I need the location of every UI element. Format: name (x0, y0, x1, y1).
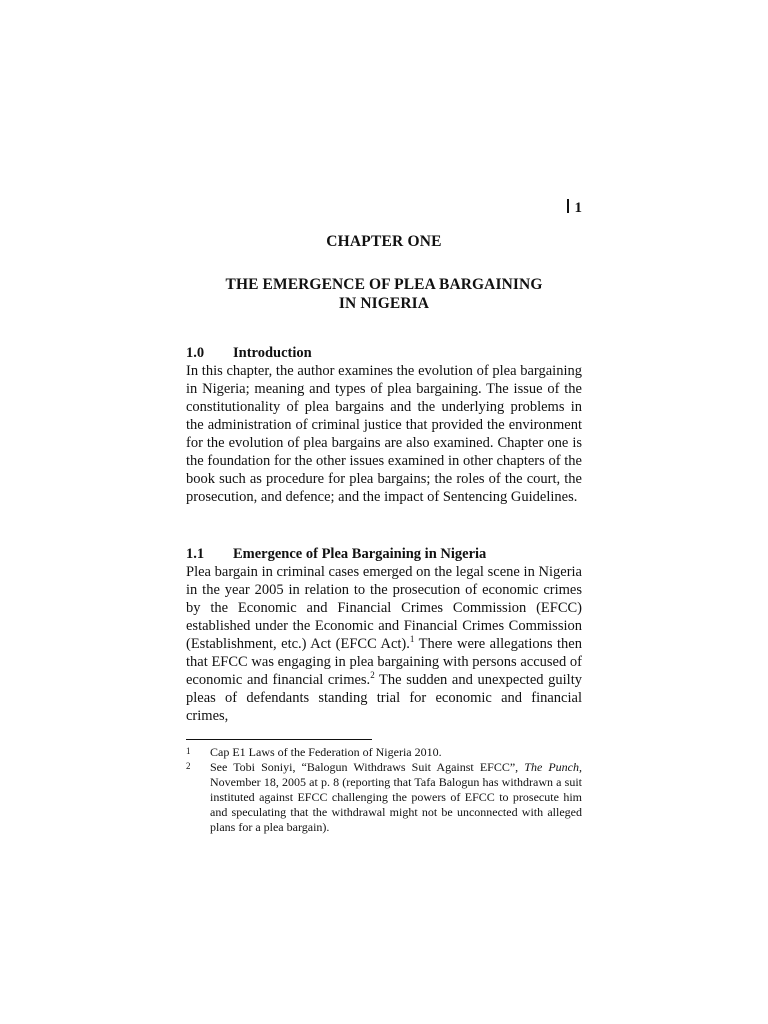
footnote-text-before: See Tobi Soniyi, “Balogun Withdraws Suit Against EFCC”, (210, 760, 525, 774)
chapter-subtitle-line2: IN NIGERIA (338, 295, 430, 312)
chapter-title: CHAPTER ONE (326, 233, 442, 250)
page-number-value: 1 (574, 200, 582, 216)
footnote-1 (186, 745, 582, 760)
footnote-separator (186, 739, 372, 740)
section-paragraph: In this chapter, the author examines the evolution of plea bargaining in Nigeria; meaning and types of plea bargaining. The issue of the constitutionality of plea bargains and the underlying problems in the administration of criminal justice that provided the environment for the evolution of plea bargains are also examined. Chapter one is the foundation for the other issues examined in other chapters of the book such as procedure for plea bargains; the roles of the court, the prosecution, and defence; and the impact of Sentencing Guidelines. (186, 363, 582, 505)
section-introduction (186, 344, 582, 506)
section-title: Emergence of Plea Bargaining in Nigeria (233, 546, 487, 562)
footnote-text (210, 760, 582, 835)
chapter-subtitle (186, 275, 582, 313)
footnote-number: 2 (186, 761, 191, 771)
paragraph-text-part2: There were allegations then that EFCC was engaging in plea bargaining with persons accused of economic and financial crimes. (186, 636, 582, 688)
footnote-ref-1[interactable]: 1 (409, 634, 415, 645)
section-heading (186, 545, 582, 563)
section-number: 1.1 (186, 546, 205, 562)
section-heading (186, 344, 582, 362)
section-title: Introduction (233, 345, 312, 361)
footnote-2 (186, 760, 582, 835)
section-number: 1.0 (186, 345, 205, 361)
page-number (548, 199, 582, 217)
page-number-bar (567, 199, 569, 213)
footnote-text-after: November 18, 2005 at p. 8 (reporting that Tafa Balogun has withdrawn a suit instituted against EFCC challenging the powers of EFCC to prosecute him and speculating that the withdrawal might not be unconnected with alleged plans for a plea bargain). (210, 775, 582, 834)
footnote-ref-2[interactable]: 2 (370, 670, 375, 681)
footnote-number: 1 (186, 746, 191, 756)
footnote-text: Cap E1 Laws of the Federation of Nigeria 2010. (210, 745, 442, 759)
section-emergence (186, 545, 582, 725)
footnotes (186, 745, 582, 835)
chapter-subtitle-line1: THE EMERGENCE OF PLEA BARGAINING (225, 276, 543, 293)
footnote-publication: The Punch, (524, 760, 583, 774)
paragraph-text-part1: Plea bargain in criminal cases emerged on the legal scene in Nigeria in the year 2005 in relation to the prosecution of economic crimes by the Economic and Financial Crimes Commission (EFCC) established under the Economic and Financial Crimes Commission (Establishment, etc.) Act (EFCC Act). (186, 564, 582, 652)
section-paragraph (186, 563, 582, 725)
paragraph-text-part3: The sudden and unexpected guilty pleas of defendants standing trial for economic and financial crimes, (186, 672, 582, 724)
